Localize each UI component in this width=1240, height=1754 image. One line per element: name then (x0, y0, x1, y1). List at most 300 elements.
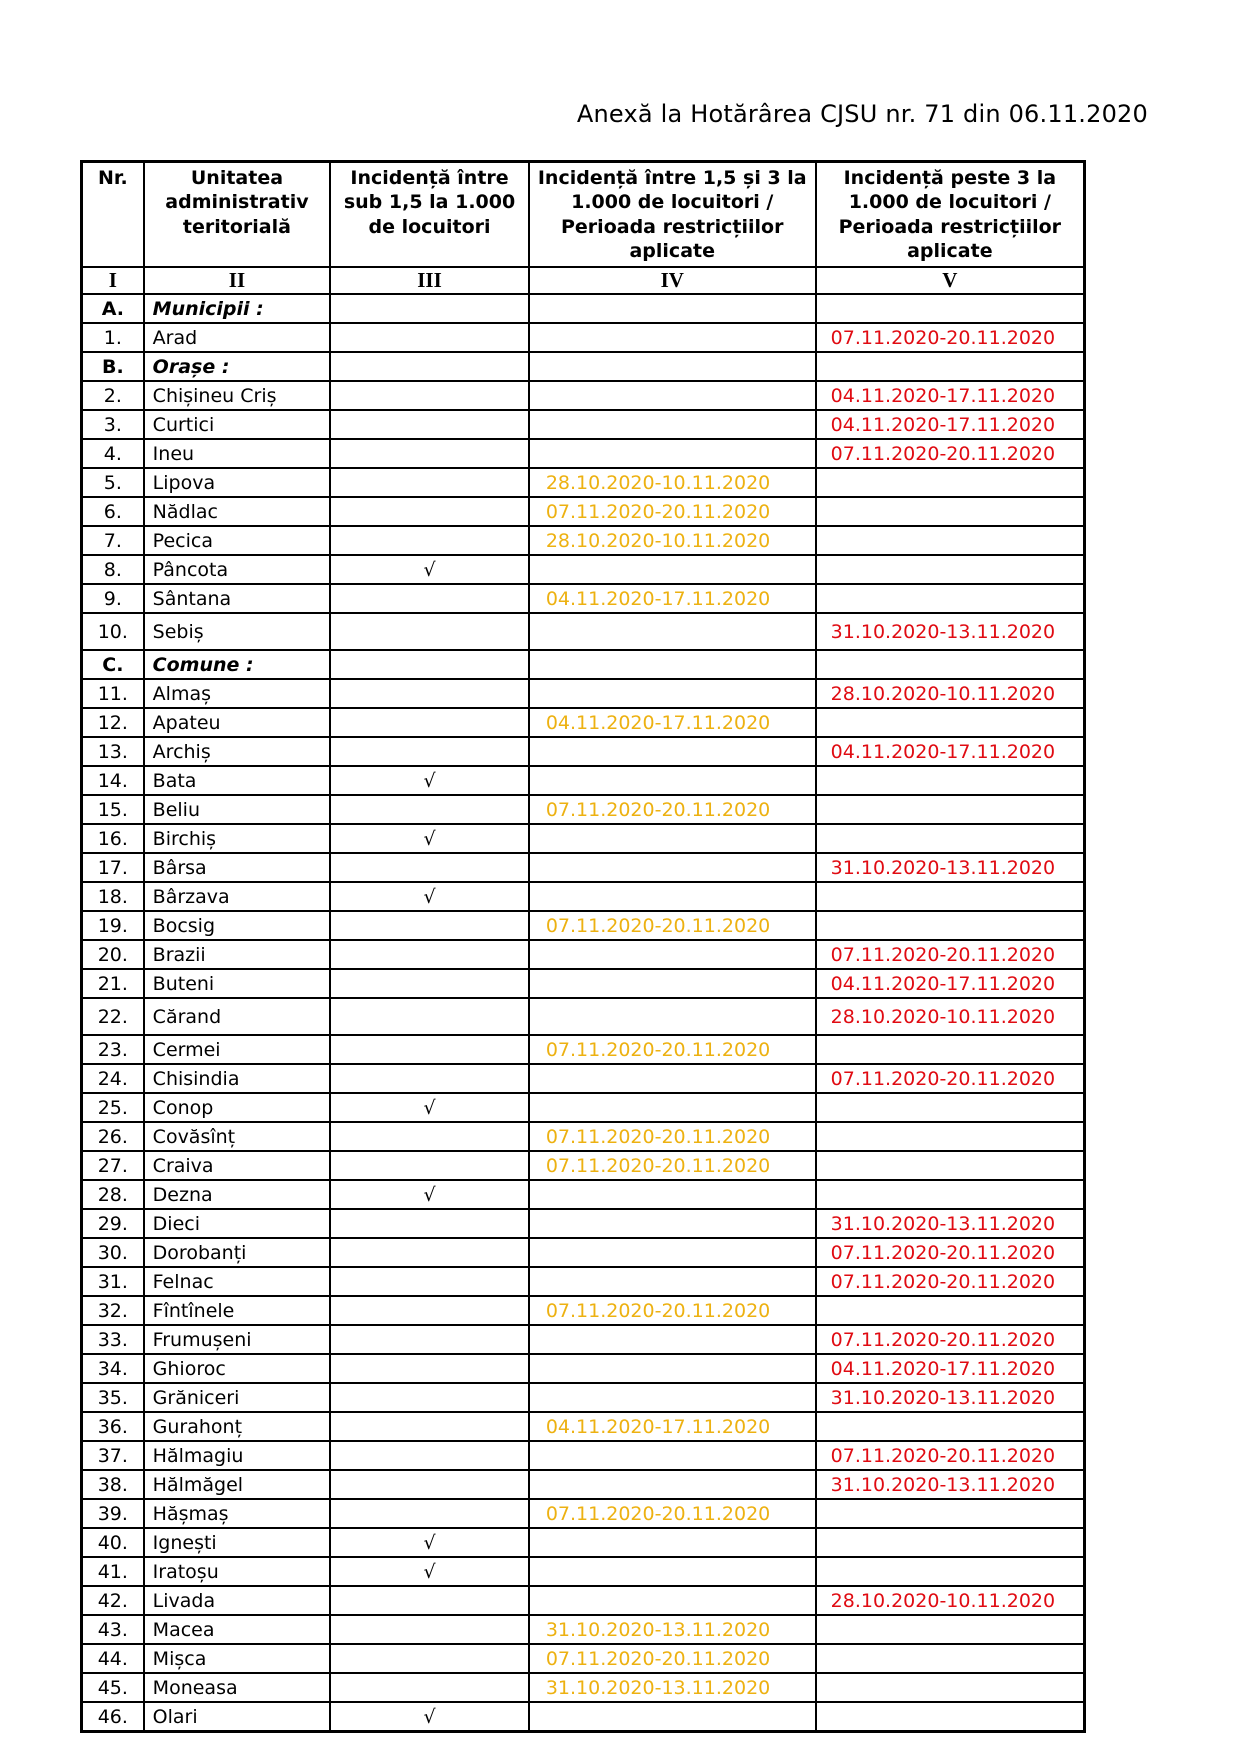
row-incidence-mid (529, 1209, 816, 1238)
row-nr: 28. (82, 1180, 144, 1209)
row-name: Craiva (144, 1151, 331, 1180)
row-incidence-under (330, 613, 529, 650)
row-incidence-under: √ (330, 1528, 529, 1557)
table-row (82, 1035, 1085, 1064)
row-incidence-under: √ (330, 555, 529, 584)
header-incidence-under: Incidență între sub 1,5 la 1.000 de locuitori (330, 162, 529, 268)
row-incidence-high: 31.10.2020-13.11.2020 (816, 1209, 1085, 1238)
row-name: Bârsa (144, 853, 331, 882)
row-name: Hășmaș (144, 1499, 331, 1528)
row-incidence-under (330, 352, 529, 381)
table-row (82, 1151, 1085, 1180)
row-incidence-mid: 07.11.2020-20.11.2020 (529, 497, 816, 526)
row-nr: 33. (82, 1325, 144, 1354)
row-incidence-mid (529, 1238, 816, 1267)
row-incidence-mid (529, 439, 816, 468)
row-incidence-mid (529, 882, 816, 911)
row-nr: 15. (82, 795, 144, 824)
header-nr: Nr. (82, 162, 144, 268)
row-incidence-mid (529, 1325, 816, 1354)
row-incidence-high (816, 1296, 1085, 1325)
row-name: Buteni (144, 969, 331, 998)
table-row (82, 352, 1085, 381)
row-incidence-under (330, 1673, 529, 1702)
table-row (82, 882, 1085, 911)
row-nr: 16. (82, 824, 144, 853)
row-nr: 17. (82, 853, 144, 882)
row-incidence-under (330, 584, 529, 613)
row-nr: 31. (82, 1267, 144, 1296)
row-incidence-under (330, 1064, 529, 1093)
row-name: Dezna (144, 1180, 331, 1209)
row-incidence-high: 07.11.2020-20.11.2020 (816, 1064, 1085, 1093)
table-row (82, 1267, 1085, 1296)
row-incidence-under (330, 1209, 529, 1238)
row-name: Mișca (144, 1644, 331, 1673)
row-incidence-under (330, 795, 529, 824)
row-incidence-under (330, 1383, 529, 1412)
row-incidence-mid: 07.11.2020-20.11.2020 (529, 1035, 816, 1064)
table-row (82, 650, 1085, 679)
row-incidence-under (330, 497, 529, 526)
row-name: Moneasa (144, 1673, 331, 1702)
header-row (82, 162, 1085, 268)
row-incidence-under: √ (330, 882, 529, 911)
row-incidence-mid (529, 323, 816, 352)
row-incidence-mid (529, 1064, 816, 1093)
row-incidence-mid: 07.11.2020-20.11.2020 (529, 1122, 816, 1151)
document-title: Anexă la Hotărârea CJSU nr. 71 din 06.11.2020 (576, 100, 1148, 128)
table-row (82, 1354, 1085, 1383)
row-incidence-mid (529, 1180, 816, 1209)
row-incidence-under (330, 1325, 529, 1354)
row-incidence-mid: 04.11.2020-17.11.2020 (529, 708, 816, 737)
table-row (82, 795, 1085, 824)
row-nr: 21. (82, 969, 144, 998)
row-name: Sântana (144, 584, 331, 613)
row-incidence-high: 04.11.2020-17.11.2020 (816, 969, 1085, 998)
row-nr: 37. (82, 1441, 144, 1470)
row-incidence-high: 07.11.2020-20.11.2020 (816, 940, 1085, 969)
row-nr: 45. (82, 1673, 144, 1702)
table-row (82, 497, 1085, 526)
row-incidence-mid (529, 998, 816, 1035)
row-incidence-mid: 04.11.2020-17.11.2020 (529, 584, 816, 613)
row-incidence-high (816, 1673, 1085, 1702)
row-incidence-mid (529, 613, 816, 650)
numeral-row (82, 267, 1085, 294)
row-incidence-high: 31.10.2020-13.11.2020 (816, 1470, 1085, 1499)
row-incidence-high (816, 1122, 1085, 1151)
row-incidence-high (816, 708, 1085, 737)
table-row (82, 1383, 1085, 1412)
row-incidence-high: 07.11.2020-20.11.2020 (816, 1267, 1085, 1296)
row-nr: 44. (82, 1644, 144, 1673)
row-incidence-high (816, 526, 1085, 555)
row-incidence-high (816, 1180, 1085, 1209)
row-incidence-high (816, 1151, 1085, 1180)
table-row (82, 526, 1085, 555)
row-nr: 2. (82, 381, 144, 410)
table-row (82, 737, 1085, 766)
row-incidence-under (330, 679, 529, 708)
row-nr: 46. (82, 1702, 144, 1732)
row-nr: 19. (82, 911, 144, 940)
row-name: Ignești (144, 1528, 331, 1557)
table-row (82, 998, 1085, 1035)
table-row (82, 1586, 1085, 1615)
row-incidence-mid: 07.11.2020-20.11.2020 (529, 1151, 816, 1180)
row-incidence-mid (529, 410, 816, 439)
table-row (82, 613, 1085, 650)
row-name: Frumușeni (144, 1325, 331, 1354)
row-name: Lipova (144, 468, 331, 497)
row-incidence-high (816, 766, 1085, 795)
table-row (82, 323, 1085, 352)
table-body (82, 294, 1085, 1732)
row-name: Livada (144, 1586, 331, 1615)
row-incidence-mid (529, 352, 816, 381)
table-row (82, 1238, 1085, 1267)
row-nr: 41. (82, 1557, 144, 1586)
table-row (82, 1615, 1085, 1644)
row-incidence-mid: 07.11.2020-20.11.2020 (529, 1499, 816, 1528)
row-name: Chișineu Criș (144, 381, 331, 410)
numeral-I: I (82, 267, 144, 294)
row-incidence-under (330, 410, 529, 439)
row-name: Ineu (144, 439, 331, 468)
table-row (82, 1180, 1085, 1209)
row-name: Gurahonț (144, 1412, 331, 1441)
row-name: Dorobanți (144, 1238, 331, 1267)
row-incidence-under (330, 969, 529, 998)
table-row (82, 410, 1085, 439)
row-incidence-under (330, 1122, 529, 1151)
row-incidence-mid (529, 650, 816, 679)
row-name: Dieci (144, 1209, 331, 1238)
table-row (82, 853, 1085, 882)
row-nr: 4. (82, 439, 144, 468)
row-incidence-high (816, 1499, 1085, 1528)
row-incidence-mid: 04.11.2020-17.11.2020 (529, 1412, 816, 1441)
row-name: Iratoșu (144, 1557, 331, 1586)
row-incidence-under: √ (330, 1093, 529, 1122)
table-row (82, 1528, 1085, 1557)
table-row (82, 1470, 1085, 1499)
row-incidence-high: 04.11.2020-17.11.2020 (816, 410, 1085, 439)
table-row (82, 1499, 1085, 1528)
row-incidence-high: 07.11.2020-20.11.2020 (816, 1441, 1085, 1470)
numeral-V: V (816, 267, 1085, 294)
row-nr: 13. (82, 737, 144, 766)
row-incidence-mid (529, 940, 816, 969)
row-incidence-under (330, 1296, 529, 1325)
row-name: Birchiș (144, 824, 331, 853)
row-nr: 6. (82, 497, 144, 526)
row-name: Cărand (144, 998, 331, 1035)
row-incidence-mid (529, 1586, 816, 1615)
row-incidence-mid (529, 853, 816, 882)
row-name: Pecica (144, 526, 331, 555)
row-incidence-under (330, 439, 529, 468)
row-incidence-under (330, 737, 529, 766)
numeral-II: II (144, 267, 331, 294)
numeral-IV: IV (529, 267, 816, 294)
row-incidence-under (330, 1615, 529, 1644)
row-incidence-under (330, 998, 529, 1035)
row-name: Bocsig (144, 911, 331, 940)
table-row (82, 439, 1085, 468)
row-incidence-under (330, 1412, 529, 1441)
row-incidence-high: 28.10.2020-10.11.2020 (816, 679, 1085, 708)
table-row (82, 1209, 1085, 1238)
row-name: Municipii : (144, 294, 331, 323)
row-name: Chisindia (144, 1064, 331, 1093)
table-row (82, 1122, 1085, 1151)
row-name: Arad (144, 323, 331, 352)
table-row (82, 1064, 1085, 1093)
row-name: Bârzava (144, 882, 331, 911)
row-incidence-mid (529, 1267, 816, 1296)
row-nr: 22. (82, 998, 144, 1035)
row-nr: 8. (82, 555, 144, 584)
row-incidence-mid (529, 381, 816, 410)
table-row (82, 766, 1085, 795)
header-unit: Unitatea administrativ teritorială (144, 162, 331, 268)
row-incidence-high (816, 294, 1085, 323)
row-incidence-mid (529, 737, 816, 766)
numeral-III: III (330, 267, 529, 294)
table-row (82, 824, 1085, 853)
row-incidence-mid: 07.11.2020-20.11.2020 (529, 1296, 816, 1325)
row-nr: 42. (82, 1586, 144, 1615)
row-incidence-high (816, 911, 1085, 940)
row-incidence-mid (529, 1441, 816, 1470)
table-row (82, 381, 1085, 410)
row-nr: 35. (82, 1383, 144, 1412)
row-nr: C. (82, 650, 144, 679)
row-incidence-mid: 07.11.2020-20.11.2020 (529, 795, 816, 824)
row-incidence-high (816, 1093, 1085, 1122)
row-incidence-high: 04.11.2020-17.11.2020 (816, 737, 1085, 766)
table-row (82, 1412, 1085, 1441)
row-incidence-under (330, 1267, 529, 1296)
table-row (82, 911, 1085, 940)
row-nr: 20. (82, 940, 144, 969)
row-incidence-under (330, 468, 529, 497)
row-nr: 43. (82, 1615, 144, 1644)
header-incidence-high: Incidență peste 3 la 1.000 de locuitori / Perioada restricțiilor aplicate (816, 162, 1085, 268)
row-incidence-mid (529, 555, 816, 584)
row-incidence-under (330, 1470, 529, 1499)
row-nr: 3. (82, 410, 144, 439)
row-name: Macea (144, 1615, 331, 1644)
row-nr: 25. (82, 1093, 144, 1122)
row-incidence-mid (529, 1354, 816, 1383)
row-name: Grăniceri (144, 1383, 331, 1412)
row-incidence-under (330, 1354, 529, 1383)
row-incidence-mid (529, 1383, 816, 1412)
table-row (82, 1441, 1085, 1470)
row-incidence-under (330, 1035, 529, 1064)
row-nr: 29. (82, 1209, 144, 1238)
row-nr: 5. (82, 468, 144, 497)
row-incidence-high: 07.11.2020-20.11.2020 (816, 439, 1085, 468)
row-incidence-high (816, 1702, 1085, 1732)
row-name: Covăsînț (144, 1122, 331, 1151)
row-incidence-under (330, 1499, 529, 1528)
row-incidence-mid (529, 1557, 816, 1586)
row-name: Felnac (144, 1267, 331, 1296)
table-row (82, 1325, 1085, 1354)
row-incidence-high: 31.10.2020-13.11.2020 (816, 613, 1085, 650)
row-name: Sebiș (144, 613, 331, 650)
row-incidence-mid: 28.10.2020-10.11.2020 (529, 468, 816, 497)
row-incidence-high (816, 882, 1085, 911)
row-nr: A. (82, 294, 144, 323)
row-incidence-mid: 28.10.2020-10.11.2020 (529, 526, 816, 555)
row-incidence-high: 07.11.2020-20.11.2020 (816, 1238, 1085, 1267)
row-incidence-high (816, 1557, 1085, 1586)
table-row (82, 940, 1085, 969)
row-incidence-under (330, 911, 529, 940)
row-name: Curtici (144, 410, 331, 439)
row-nr: 30. (82, 1238, 144, 1267)
row-incidence-mid: 31.10.2020-13.11.2020 (529, 1615, 816, 1644)
table-header (82, 162, 1085, 295)
header-incidence-mid: Incidență între 1,5 și 3 la 1.000 de locuitori / Perioada restricțiilor aplicate (529, 162, 816, 268)
row-incidence-high (816, 824, 1085, 853)
row-nr: B. (82, 352, 144, 381)
row-incidence-under (330, 708, 529, 737)
row-nr: 9. (82, 584, 144, 613)
row-name: Pâncota (144, 555, 331, 584)
table-row (82, 1644, 1085, 1673)
row-incidence-mid (529, 1702, 816, 1732)
row-incidence-under (330, 323, 529, 352)
row-incidence-mid (529, 1093, 816, 1122)
row-nr: 11. (82, 679, 144, 708)
row-name: Olari (144, 1702, 331, 1732)
row-nr: 14. (82, 766, 144, 795)
row-nr: 34. (82, 1354, 144, 1383)
row-incidence-mid: 31.10.2020-13.11.2020 (529, 1673, 816, 1702)
row-nr: 26. (82, 1122, 144, 1151)
row-name: Fîntînele (144, 1296, 331, 1325)
row-nr: 7. (82, 526, 144, 555)
row-incidence-high (816, 1644, 1085, 1673)
row-nr: 39. (82, 1499, 144, 1528)
row-name: Cermei (144, 1035, 331, 1064)
table-row (82, 708, 1085, 737)
row-incidence-mid (529, 679, 816, 708)
row-incidence-high: 28.10.2020-10.11.2020 (816, 998, 1085, 1035)
row-nr: 24. (82, 1064, 144, 1093)
row-incidence-high: 04.11.2020-17.11.2020 (816, 381, 1085, 410)
table-row (82, 1557, 1085, 1586)
table-row (82, 1702, 1085, 1732)
row-incidence-under (330, 1441, 529, 1470)
row-name: Bata (144, 766, 331, 795)
row-name: Brazii (144, 940, 331, 969)
row-nr: 27. (82, 1151, 144, 1180)
table-row (82, 1093, 1085, 1122)
row-nr: 12. (82, 708, 144, 737)
row-incidence-mid: 07.11.2020-20.11.2020 (529, 911, 816, 940)
row-name: Hălmagiu (144, 1441, 331, 1470)
row-incidence-high: 28.10.2020-10.11.2020 (816, 1586, 1085, 1615)
row-incidence-high: 31.10.2020-13.11.2020 (816, 1383, 1085, 1412)
row-incidence-under: √ (330, 1557, 529, 1586)
row-name: Archiș (144, 737, 331, 766)
row-nr: 10. (82, 613, 144, 650)
row-name: Nădlac (144, 497, 331, 526)
row-incidence-high (816, 650, 1085, 679)
row-incidence-high (816, 1528, 1085, 1557)
row-name: Conop (144, 1093, 331, 1122)
table-row (82, 468, 1085, 497)
row-incidence-mid (529, 294, 816, 323)
row-nr: 23. (82, 1035, 144, 1064)
row-incidence-high (816, 352, 1085, 381)
table-row (82, 294, 1085, 323)
row-incidence-under: √ (330, 766, 529, 795)
table-row (82, 969, 1085, 998)
row-incidence-high (816, 584, 1085, 613)
row-incidence-under (330, 294, 529, 323)
table-row (82, 679, 1085, 708)
row-incidence-mid: 07.11.2020-20.11.2020 (529, 1644, 816, 1673)
table-row (82, 584, 1085, 613)
row-nr: 1. (82, 323, 144, 352)
row-name: Almaș (144, 679, 331, 708)
row-incidence-high (816, 1412, 1085, 1441)
row-incidence-high (816, 795, 1085, 824)
row-name: Hălmăgel (144, 1470, 331, 1499)
row-incidence-mid (529, 1470, 816, 1499)
row-nr: 38. (82, 1470, 144, 1499)
row-incidence-under: √ (330, 1702, 529, 1732)
row-incidence-high (816, 1035, 1085, 1064)
row-incidence-under: √ (330, 824, 529, 853)
table-row (82, 1296, 1085, 1325)
row-nr: 32. (82, 1296, 144, 1325)
row-name: Apateu (144, 708, 331, 737)
row-incidence-under (330, 1151, 529, 1180)
row-incidence-high (816, 555, 1085, 584)
row-nr: 40. (82, 1528, 144, 1557)
row-incidence-high: 07.11.2020-20.11.2020 (816, 323, 1085, 352)
row-incidence-high: 31.10.2020-13.11.2020 (816, 853, 1085, 882)
row-incidence-under (330, 940, 529, 969)
row-incidence-under (330, 853, 529, 882)
row-name: Ghioroc (144, 1354, 331, 1383)
row-name: Beliu (144, 795, 331, 824)
row-incidence-under (330, 1586, 529, 1615)
table-row (82, 555, 1085, 584)
incidence-table (80, 160, 1086, 1733)
row-incidence-high (816, 497, 1085, 526)
row-incidence-mid (529, 1528, 816, 1557)
row-incidence-under (330, 526, 529, 555)
row-incidence-under (330, 1238, 529, 1267)
table-row (82, 1673, 1085, 1702)
row-incidence-high: 07.11.2020-20.11.2020 (816, 1325, 1085, 1354)
row-incidence-high (816, 1615, 1085, 1644)
row-incidence-under (330, 650, 529, 679)
row-incidence-high: 04.11.2020-17.11.2020 (816, 1354, 1085, 1383)
row-name: Orașe : (144, 352, 331, 381)
